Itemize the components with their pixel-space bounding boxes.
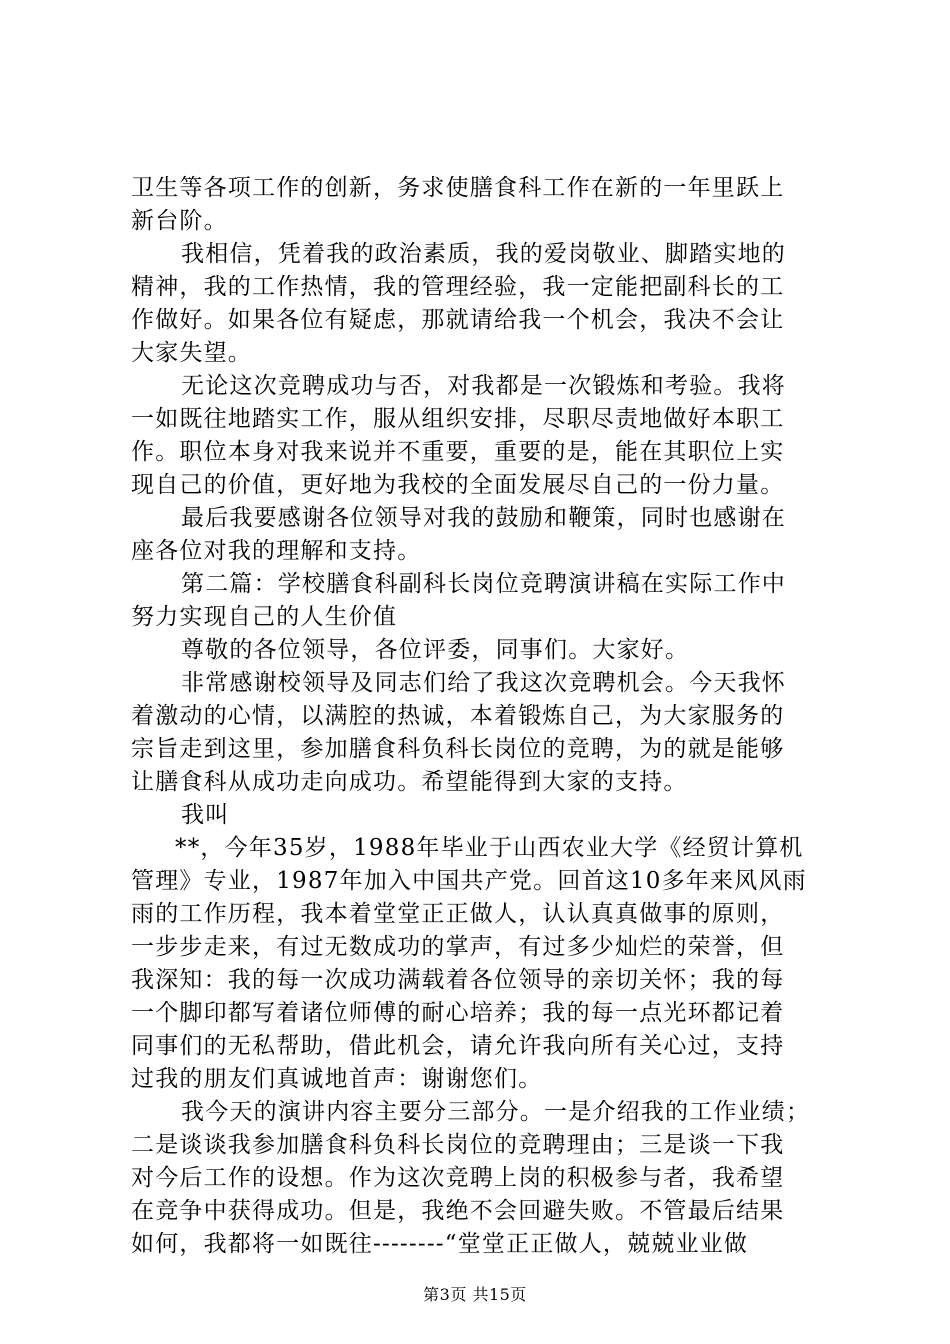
text-line: 非常感谢校领导及同志们给了我这次竞聘机会。今天我怀 xyxy=(181,670,786,696)
text-line: 二是谈谈我参加膳食科负科长岗位的竞聘理由；三是谈一下我 xyxy=(131,1132,785,1158)
section-heading: 第二篇：学校膳食科副科长岗位竞聘演讲稿在实际工作中 xyxy=(181,571,786,597)
text-line: 作做好。如果各位有疑虑，那就请给我一个机会，我决不会让 xyxy=(131,307,785,333)
text-line: 让膳食科从成功走向成功。希望能得到大家的支持。 xyxy=(131,769,688,795)
text-line: **，今年35岁，1988年毕业于山西农业大学《经贸计算机 xyxy=(175,835,804,861)
text-line: 过我的朋友们真诚地首声：谢谢您们。 xyxy=(131,1066,543,1092)
text-line: 新台阶。 xyxy=(131,208,228,234)
text-line: 现自己的价值，更好地为我校的全面发展尽自己的一份力量。 xyxy=(131,472,785,498)
text-line: 我深知：我的每一次成功满载着各位领导的亲切关怀；我的每 xyxy=(131,967,785,993)
text-line: 座各位对我的理解和支持。 xyxy=(131,538,422,564)
text-line: 同事们的无私帮助，借此机会，请允许我向所有关心过，支持 xyxy=(131,1033,785,1059)
text-line: 我相信，凭着我的政治素质，我的爱岗敬业、脚踏实地的 xyxy=(181,241,786,267)
text-line: 我今天的演讲内容主要分三部分。一是介绍我的工作业绩； xyxy=(181,1099,811,1125)
text-line: 宗旨走到这里，参加膳食科负科长岗位的竞聘，为的就是能够 xyxy=(131,736,785,762)
text-line: 精神，我的工作热情，我的管理经验，我一定能把副科长的工 xyxy=(131,274,785,300)
text-line: 尊敬的各位领导，各位评委，同事们。大家好。 xyxy=(181,637,690,663)
text-line: 最后我要感谢各位领导对我的鼓励和鞭策，同时也感谢在 xyxy=(181,505,786,531)
text-line: 管理》专业，1987年加入中国共产党。回首这10多年来风风雨 xyxy=(131,868,807,894)
section-heading: 努力实现自己的人生价值 xyxy=(131,604,398,630)
document-body xyxy=(131,172,831,1261)
text-line: 无论这次竞聘成功与否，对我都是一次锻炼和考验。我将 xyxy=(181,373,786,399)
text-line: 雨的工作历程，我本着堂堂正正做人，认认真真做事的原则， xyxy=(131,901,785,927)
text-line: 大家失望。 xyxy=(131,340,252,366)
text-line: 着激动的心情，以满腔的热诚，本着锻炼自己，为大家服务的 xyxy=(131,703,785,729)
text-line: 一如既往地踏实工作，服从组织安排，尽职尽责地做好本职工 xyxy=(131,406,785,432)
text-line: 卫生等各项工作的创新，务求使膳食科工作在新的一年里跃上 xyxy=(131,175,785,201)
text-line: 对今后工作的设想。作为这次竞聘上岗的积极参与者，我希望 xyxy=(131,1165,785,1191)
text-line: 一个脚印都写着诸位师傅的耐心培养；我的每一点光环都记着 xyxy=(131,1000,785,1026)
text-line: 一步步走来，有过无数成功的掌声，有过多少灿烂的荣誉，但 xyxy=(131,934,785,960)
text-line: 作。职位本身对我来说并不重要，重要的是，能在其职位上实 xyxy=(131,439,785,465)
text-line: 我叫 xyxy=(181,802,230,828)
text-line: 如何，我都将一如既往--------“堂堂正正做人，兢兢业业做 xyxy=(131,1231,749,1257)
page-number-footer: 第3页 共15页 xyxy=(423,1285,527,1304)
text-line: 在竞争中获得成功。但是，我绝不会回避失败。不管最后结果 xyxy=(131,1198,785,1224)
